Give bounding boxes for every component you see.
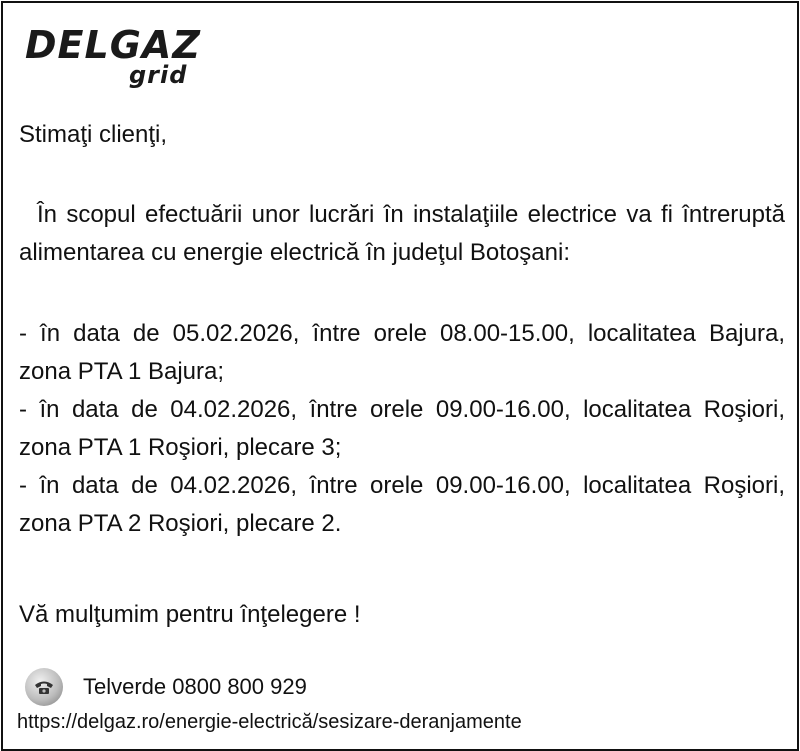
outage-list [19,315,785,543]
contact-row [25,665,307,709]
logo-wordmark: DELGAZ [25,23,201,67]
phone-icon [25,668,63,706]
outage-item-3: - în data de 04.02.2026, între orele 09.00-16.00, localitatea Roşiori, zona PTA 2 Roşiori, plecare 2. [19,472,785,537]
logo-subtitle: grid [129,61,188,89]
notice-frame [1,1,799,751]
telverde-number: Telverde 0800 800 929 [83,674,307,699]
report-url[interactable]: https://delgaz.ro/energie-electrică/sesizare-deranjamente [17,711,522,733]
outage-item-1: - în data de 05.02.2026, între orele 08.00-15.00, localitatea Bajura, zona PTA 1 Bajura; [19,320,785,385]
delgaz-logo [25,23,200,93]
outage-item-2: - în data de 04.02.2026, între orele 09.00-16.00, localitatea Roşiori, zona PTA 1 Roşiori, plecare 3; [19,396,785,461]
thanks-message: Vă mulţumim pentru înţelegere ! [19,601,361,628]
greeting: Stimaţi clienţi, [19,121,168,148]
intro-paragraph: În scopul efectuării unor lucrări în instalaţiile electrice va fi întreruptă alimentarea cu energie electrică în judeţul Botoşani: [19,201,785,266]
